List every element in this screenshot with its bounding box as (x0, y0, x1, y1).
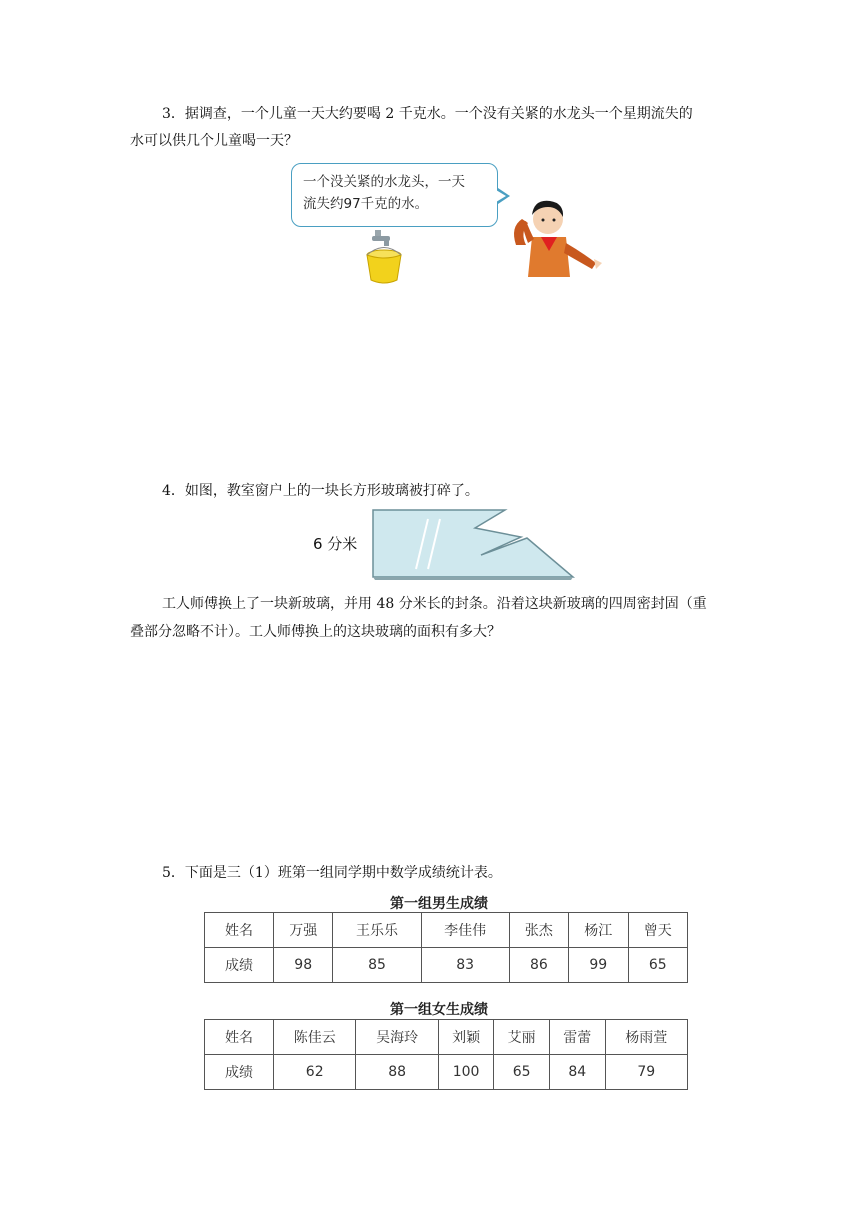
faucet-bucket-illustration (360, 228, 410, 288)
table-cell: 艾丽 (494, 1020, 550, 1055)
table-cell: 83 (421, 948, 509, 983)
table-cell: 陈佳云 (274, 1020, 356, 1055)
q4-title: 4．如图，教室窗户上的一块长方形玻璃被打碎了。 (162, 483, 479, 499)
table-cell: 98 (274, 948, 333, 983)
table-cell: 100 (438, 1055, 494, 1090)
table-row (205, 1055, 688, 1090)
table-cell: 李佳伟 (421, 913, 509, 948)
bubble-line2: 流失约97千克的水。 (303, 196, 429, 212)
table-cell: 88 (356, 1055, 438, 1090)
table-row (205, 948, 688, 983)
table-cell: 曾天 (628, 913, 687, 948)
table-cell: 86 (509, 948, 568, 983)
q3-line2: 水可以供几个儿童喝一天？ (130, 133, 298, 149)
table-cell: 杨雨萱 (605, 1020, 687, 1055)
table-cell: 王乐乐 (333, 913, 421, 948)
q4-paragraph-line1: 工人师傅换上了一块新玻璃，并用 48 分米长的封条。沿着这块新玻璃的四周密封固（重 (162, 596, 707, 612)
table-cell: 84 (549, 1055, 605, 1090)
table-row (205, 1020, 688, 1055)
bubble-line1: 一个没关紧的水龙头，一天 (303, 174, 465, 190)
table-cell: 65 (494, 1055, 550, 1090)
girls-table-caption: 第一组女生成绩 (390, 1002, 488, 1018)
table-cell: 杨江 (569, 913, 628, 948)
table-cell: 85 (333, 948, 421, 983)
speech-bubble (291, 163, 498, 227)
table-cell: 吴海玲 (356, 1020, 438, 1055)
table-cell: 62 (274, 1055, 356, 1090)
boys-table-caption: 第一组男生成绩 (390, 896, 488, 912)
table-row (205, 913, 688, 948)
broken-glass-figure (368, 507, 580, 583)
table-cell: 79 (605, 1055, 687, 1090)
glass-width-label: 6 分米 (313, 535, 358, 553)
table-cell: 成绩 (205, 948, 274, 983)
table-cell: 99 (569, 948, 628, 983)
boys-score-table (204, 912, 688, 983)
table-cell: 姓名 (205, 1020, 274, 1055)
table-cell: 张杰 (509, 913, 568, 948)
table-cell: 姓名 (205, 913, 274, 948)
q5-title: 5．下面是三（1）班第一组同学期中数学成绩统计表。 (162, 865, 502, 881)
q4-paragraph-line2: 叠部分忽略不计）。工人师傅换上的这块玻璃的面积有多大？ (130, 624, 501, 640)
table-cell: 成绩 (205, 1055, 274, 1090)
table-cell: 万强 (274, 913, 333, 948)
girls-score-table (204, 1019, 688, 1090)
q3-line1: 3．据调查，一个儿童一天大约要喝 2 千克水。一个没有关紧的水龙头一个星期流失的 (162, 106, 693, 122)
table-cell: 雷蕾 (549, 1020, 605, 1055)
boy-illustration (508, 193, 603, 283)
table-cell: 刘颖 (438, 1020, 494, 1055)
table-cell: 65 (628, 948, 687, 983)
